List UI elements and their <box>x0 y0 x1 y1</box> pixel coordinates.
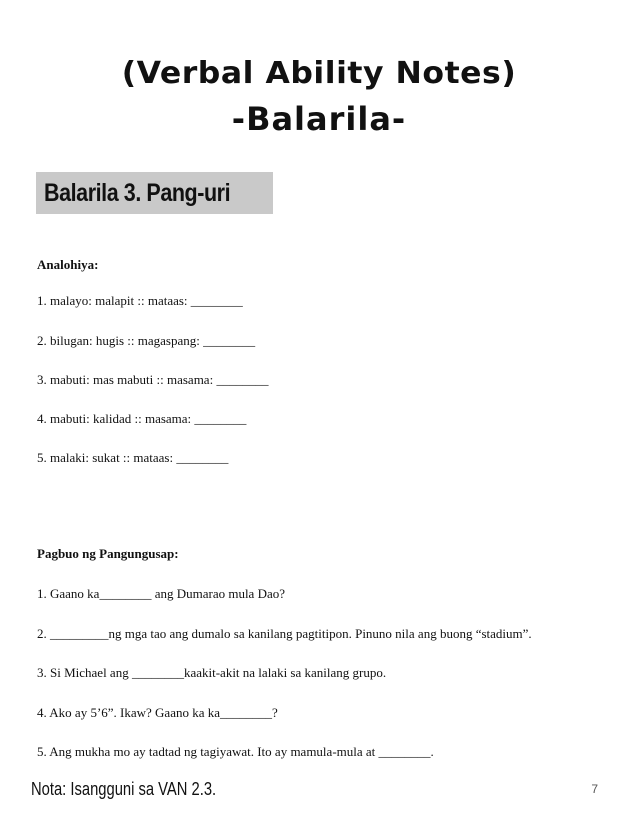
section-title: Balarila 3. Pang-uri <box>44 178 231 207</box>
analohiya-item-3: 3. mabuti: mas mabuti :: masama: ________ <box>37 372 269 387</box>
pagbuo-item-4: 4. Ako ay 5’6”. Ikaw? Gaano ka ka________? <box>37 705 278 720</box>
analohiya-item-2: 2. bilugan: hugis :: magaspang: ________ <box>37 333 256 348</box>
document-title: (Verbal Ability Notes) <box>121 56 517 91</box>
pagbuo-item-3: 3. Si Michael ang ________kaakit-akit na lalaki sa kanilang grupo. <box>37 665 387 680</box>
pagbuo-heading: Pagbuo ng Pangungusap: <box>37 546 179 561</box>
pagbuo-item-1: 1. Gaano ka________ ang Dumarao mula Dao? <box>37 586 286 601</box>
footer-note: Nota: Isangguni sa VAN 2.3. <box>31 779 217 799</box>
pagbuo-item-2: 2. _________ng mga tao ang dumalo sa kanilang pagtitipon. Pinuno nila ang buong “stadium”. <box>37 626 532 641</box>
section-banner <box>36 172 273 214</box>
analohiya-item-4: 4. mabuti: kalidad :: masama: ________ <box>37 411 247 426</box>
analohiya-item-5: 5. malaki: sukat :: mataas: ________ <box>37 450 229 465</box>
pagbuo-item-5: 5. Ang mukha mo ay tadtad ng tagiyawat. Ito ay mamula-mula at ________. <box>37 744 434 759</box>
page-number: 7 <box>591 782 598 796</box>
analohiya-heading: Analohiya: <box>37 257 99 272</box>
document-subtitle: -Balarila- <box>231 100 407 138</box>
analohiya-item-1: 1. malayo: malapit :: mataas: ________ <box>37 293 243 308</box>
